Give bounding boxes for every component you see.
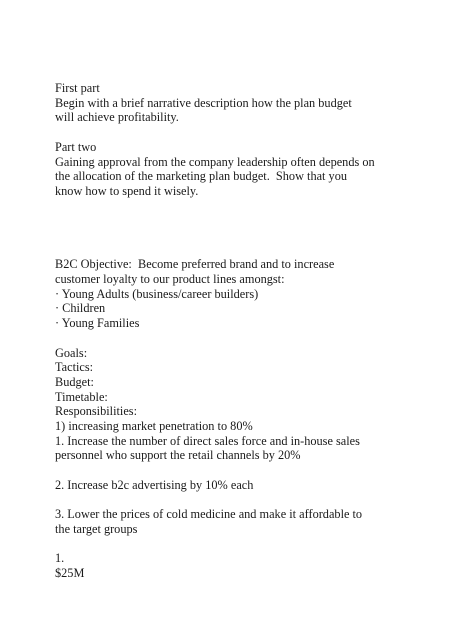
document-body xyxy=(55,81,435,581)
blank-line xyxy=(55,213,435,228)
label-responsibilities: Responsibilities: xyxy=(55,404,137,419)
numbered-budget-label: 1. xyxy=(55,551,65,566)
text-line: the allocation of the marketing plan budget. Show that you xyxy=(55,169,347,184)
heading-part-two: Part two xyxy=(55,139,97,154)
heading-first-part: First part xyxy=(55,81,100,95)
numbered-tactic: 3. Lower the prices of cold medicine and make it affordable to xyxy=(55,507,363,522)
label-timetable: Timetable: xyxy=(55,389,108,404)
blank-line xyxy=(55,199,435,214)
text-line: Gaining approval from the company leadership often depends on xyxy=(55,154,375,169)
blank-line xyxy=(55,228,435,243)
text-line: will achieve profitability. xyxy=(55,110,179,125)
text-line: the target groups xyxy=(55,521,138,536)
bullet-item: · Young Adults (business/career builders) xyxy=(55,286,259,301)
blank-line xyxy=(55,537,435,552)
objective-line: B2C Objective: Become preferred brand and to increase xyxy=(55,257,335,272)
text-line: know how to spend it wisely. xyxy=(55,183,199,198)
blank-line xyxy=(55,125,435,140)
numbered-tactic: 1. Increase the number of direct sales force and in-house sales xyxy=(55,433,360,448)
budget-amount: $25M xyxy=(55,566,85,581)
blank-line xyxy=(55,463,435,478)
blank-line xyxy=(55,331,435,346)
text-line: personnel who support the retail channels by 20% xyxy=(55,448,301,463)
label-budget: Budget: xyxy=(55,374,94,389)
bullet-item: · Children xyxy=(55,301,106,316)
label-tactics: Tactics: xyxy=(55,360,94,375)
numbered-tactic: 2. Increase b2c advertising by 10% each xyxy=(55,477,254,492)
numbered-goal: 1) increasing market penetration to 80% xyxy=(55,419,253,434)
blank-line xyxy=(55,243,435,258)
text-line: Begin with a brief narrative description how the plan budget xyxy=(55,95,352,110)
text-line: customer loyalty to our product lines amongst: xyxy=(55,272,285,287)
bullet-item: · Young Families xyxy=(55,316,140,331)
label-goals: Goals: xyxy=(55,345,88,360)
blank-line xyxy=(55,493,435,508)
